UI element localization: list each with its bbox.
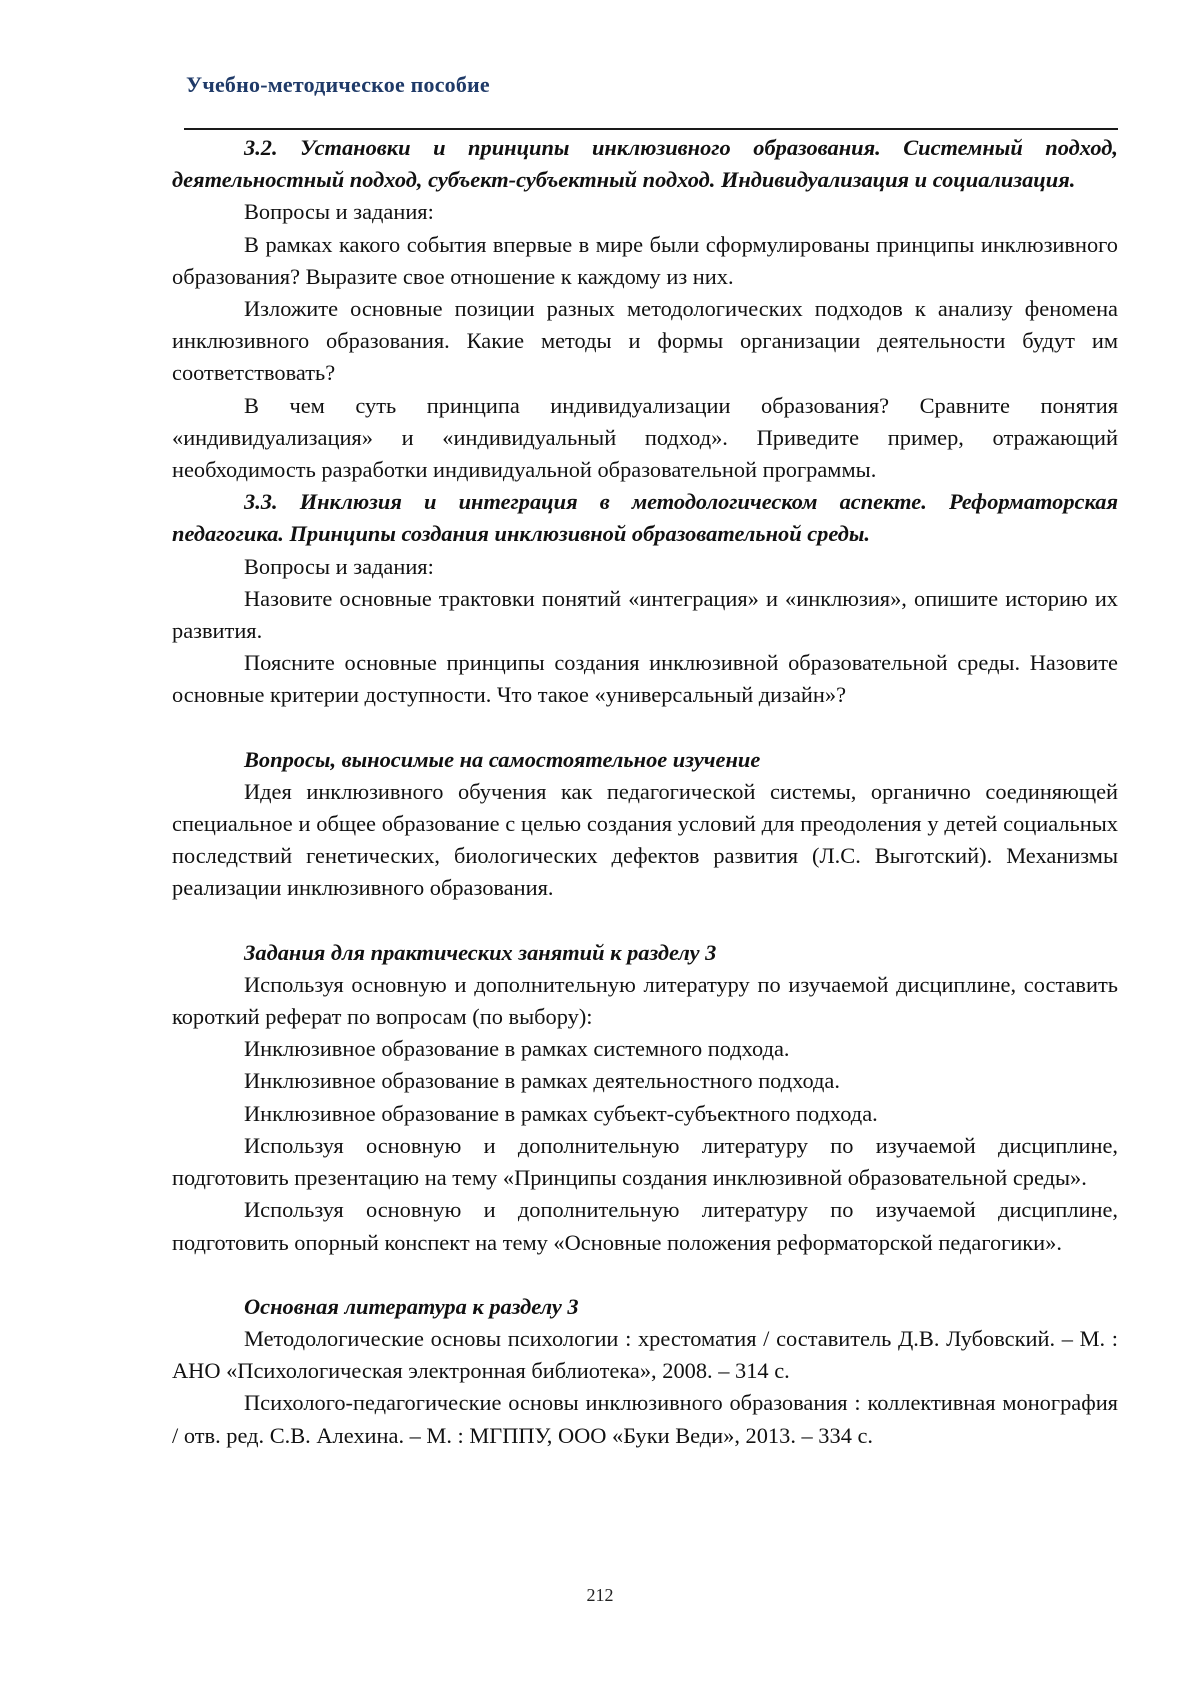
section-3-2-question-1: В рамках какого события впервые в мире были сформулированы принципы инклюзивного образования? Выразите свое отношение к каждому из них. bbox=[172, 231, 1118, 289]
section-3-3-questions-label: Вопросы и задания: bbox=[244, 553, 434, 579]
section-3-2-question-2: Изложите основные позиции разных методологических подходов к анализу феномена инклюзивного образования. Какие методы и формы организации деятельности будут им соответствовать? bbox=[172, 296, 1118, 386]
section-3-3-question-2: Поясните основные принципы создания инклюзивной образовательной среды. Назовите основные критерии доступности. Что такое «универсальный дизайн»? bbox=[172, 650, 1118, 708]
practice-item-3: Инклюзивное образование в рамках субъект-субъектного подхода. bbox=[244, 1100, 878, 1126]
section-3-2-question-3: В чем суть принципа индивидуализации образования? Сравните понятия «индивидуализация» и «индивидуальный подход». Приведите пример, отражающий необходимость разработки индивидуальной образовательной программы. bbox=[172, 392, 1118, 483]
practice-task-3: Используя основную и дополнительную литературу по изучаемой дисциплине, подготовить опорный конспект на тему «Основные положения реформаторской педагогики». bbox=[172, 1197, 1118, 1255]
practice-item-1: Инклюзивное образование в рамках системного подхода. bbox=[244, 1036, 790, 1062]
literature-heading: Основная литература к разделу 3 bbox=[244, 1293, 579, 1319]
section-3-2-questions-label: Вопросы и задания: bbox=[244, 199, 434, 225]
page-body bbox=[172, 132, 1118, 1452]
section-3-3-heading: 3.3. Инклюзия и интеграция в методологическом аспекте. Реформаторская педагогика. Принципы создания инклюзивной образовательной среды. bbox=[172, 489, 1118, 547]
literature-item-1: Методологические основы психологии : хрестоматия / составитель Д.В. Лубовский. – М. : АНО «Психологическая электронная библиотека», 2008. – 314 с. bbox=[172, 1325, 1118, 1384]
section-3-2-heading: 3.2. Установки и принципы инклюзивного образования. Системный подход, деятельностный подход, субъект-субъектный подход. Индивидуализация и социализация. bbox=[172, 135, 1118, 193]
practice-task-2: Используя основную и дополнительную литературу по изучаемой дисциплине, подготовить презентацию на тему «Принципы создания инклюзивной образовательной среды». bbox=[172, 1132, 1118, 1191]
self-study-heading: Вопросы, выносимые на самостоятельное изучение bbox=[244, 746, 761, 772]
practice-heading: Задания для практических занятий к разделу 3 bbox=[244, 939, 717, 965]
practice-item-2: Инклюзивное образование в рамках деятельностного подхода. bbox=[244, 1068, 840, 1094]
running-header: Учебно-методическое пособие bbox=[186, 72, 490, 97]
self-study-text: Идея инклюзивного обучения как педагогической системы, органично соединяющей специальное и общее образование с целью создания условий для преодоления у детей социальных последствий генетических, биологических дефектов развития (Л.С. Выготский). Механизмы реализации инклюзивного образования. bbox=[172, 778, 1118, 901]
page-number: 212 bbox=[586, 1585, 614, 1605]
header-divider bbox=[184, 128, 1118, 130]
literature-item-2: Психолого-педагогические основы инклюзивного образования : коллективная монография / отв. ред. С.В. Алехина. – М. : МГППУ, ООО «Буки Веди», 2013. – 334 с. bbox=[172, 1390, 1118, 1448]
section-3-3-question-1: Назовите основные трактовки понятий «интеграция» и «инклюзия», опишите историю их развития. bbox=[172, 585, 1118, 644]
practice-intro: Используя основную и дополнительную литературу по изучаемой дисциплине, составить короткий реферат по вопросам (по выбору): bbox=[172, 971, 1118, 1030]
